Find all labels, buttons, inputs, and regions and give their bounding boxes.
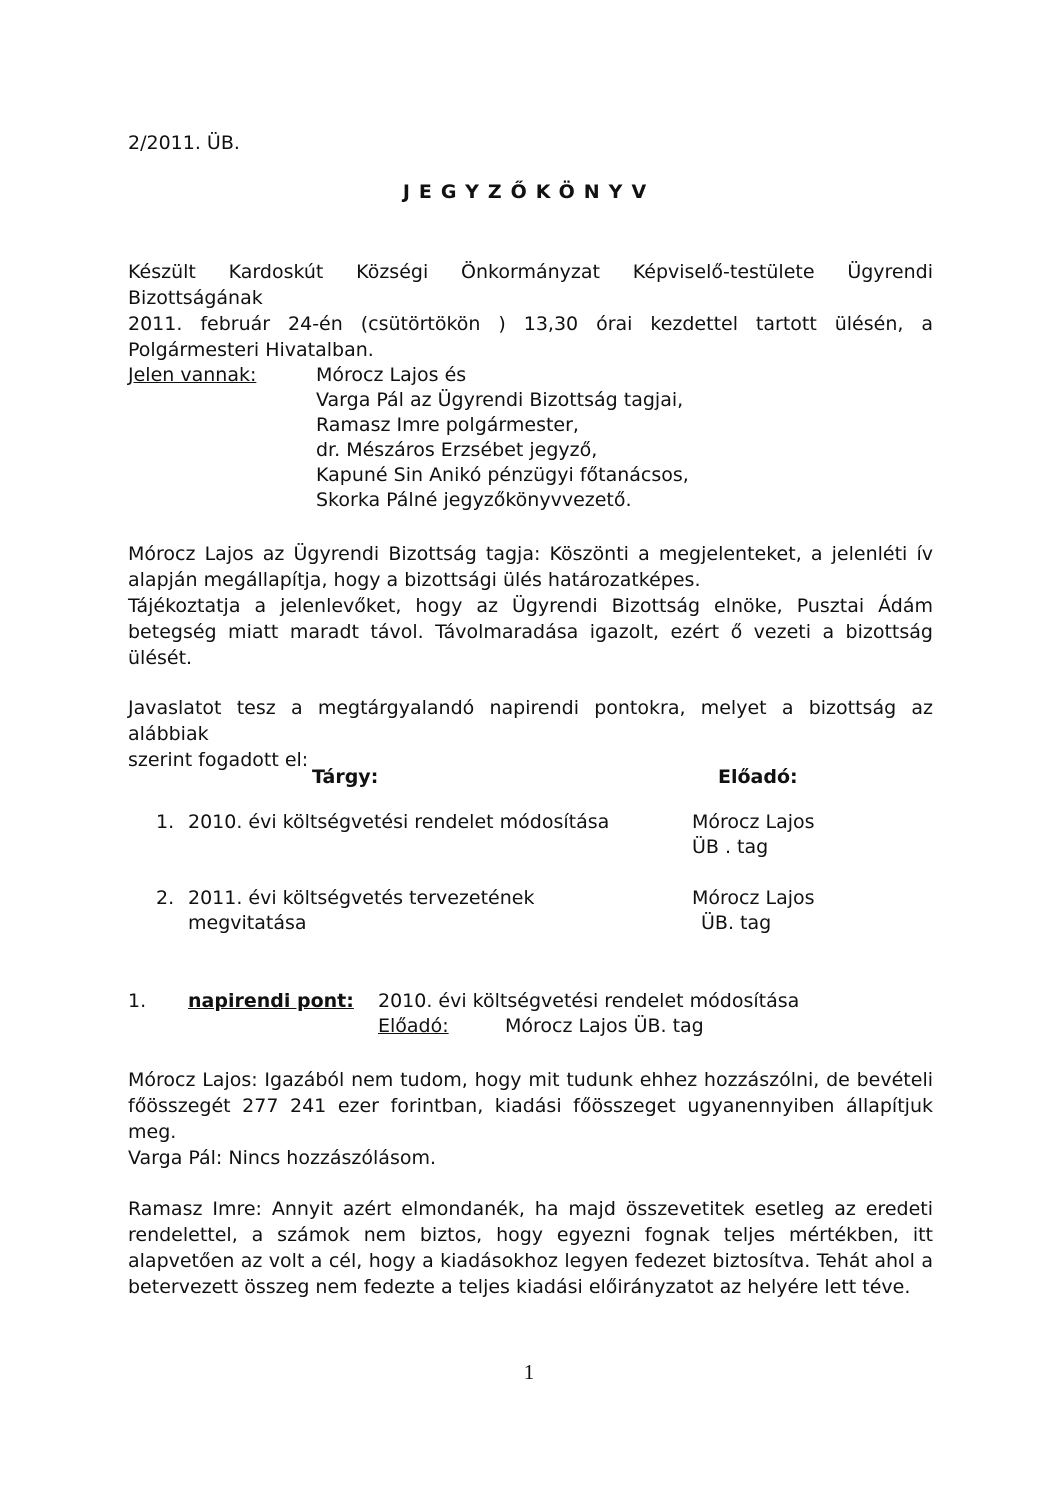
agenda-item-presenter: Mórocz Lajos: [692, 887, 815, 909]
agenda-item-number: 2.: [156, 887, 175, 909]
agenda-item-role: ÜB . tag: [692, 836, 769, 858]
document-number: 2/2011. ÜB.: [128, 132, 240, 154]
intro-line-3: Polgármesteri Hivatalban.: [128, 339, 374, 361]
attendee: Skorka Pálné jegyzőkönyvvezető.: [316, 489, 632, 511]
section-number: 1.: [128, 990, 147, 1012]
opening-line: Mórocz Lajos az Ügyrendi Bizottság tagja: Köszönti a megjelenteket, a jelenléti ív: [128, 543, 933, 565]
section-presenter: Mórocz Lajos ÜB. tag: [505, 1015, 704, 1037]
speech-line: alapvetően az volt a cél, hogy a kiadásokhoz legyen fedezet biztosítva. Tehát ahol a: [128, 1250, 933, 1272]
section-label: napirendi pont:: [188, 990, 354, 1012]
proposal-line: Javaslatot tesz a megtárgyalandó napirendi pontokra, melyet a bizottság az alábbiak: [128, 697, 933, 745]
speech-varga: [128, 1145, 933, 1171]
speech-morocz: [128, 1067, 933, 1145]
proposal-line: szerint fogadott el:: [128, 749, 309, 771]
intro-line-1: Készült Kardoskút Községi Önkormányzat Képviselő-testülete Ügyrendi Bizottságának: [128, 261, 933, 309]
speech-line: Ramasz Imre: Annyit azért elmondanék, ha majd összevetitek esetleg az eredeti: [128, 1198, 933, 1220]
agenda-item-subject-cont: megvitatása: [188, 912, 307, 934]
opening-paragraph: [128, 541, 933, 671]
attendee: dr. Mészáros Erzsébet jegyző,: [316, 439, 598, 461]
section-presenter-label: Előadó:: [378, 1015, 449, 1037]
intro-paragraph: [128, 259, 933, 363]
speech-line: betervezett összeg nem fedezte a teljes kiadási előirányzatot az helyére lett téve.: [128, 1276, 911, 1298]
page-number: 1: [523, 1360, 535, 1384]
agenda-item-subject: 2010. évi költségvetési rendelet módosítása: [188, 811, 610, 833]
speech-ramasz: [128, 1196, 933, 1300]
speech-line: Mórocz Lajos: Igazából nem tudom, hogy mit tudunk ehhez hozzászólni, de bevételi: [128, 1069, 933, 1091]
attendee: Kapuné Sin Anikó pénzügyi főtanácsos,: [316, 464, 689, 486]
agenda-subject-heading: Tárgy:: [312, 766, 379, 788]
attendee: Mórocz Lajos és: [316, 364, 467, 386]
opening-line: Tájékoztatja a jelenlevőket, hogy az Ügyrendi Bizottság elnöke, Pusztai Ádám: [128, 595, 933, 617]
speech-line: főösszegét 277 241 ezer forintban, kiadási főösszeget ugyanennyiben állapítjuk meg.: [128, 1095, 933, 1143]
agenda-item-subject: 2011. évi költségvetés tervezetének: [188, 887, 535, 909]
speech-line: Varga Pál: Nincs hozzászólásom.: [128, 1147, 437, 1169]
document-title: JEGYZŐKÖNYV: [402, 181, 656, 203]
attendee: Ramasz Imre polgármester,: [316, 414, 579, 436]
agenda-item-role: ÜB. tag: [701, 912, 772, 934]
opening-line: ülését.: [128, 647, 193, 669]
opening-line: betegség miatt maradt távol. Távolmaradása igazolt, ezért ő vezeti a bizottság: [128, 621, 933, 643]
opening-line: alapján megállapítja, hogy a bizottsági ülés határozatképes.: [128, 569, 701, 591]
agenda-item-number: 1.: [156, 811, 175, 833]
attendee: Varga Pál az Ügyrendi Bizottság tagjai,: [316, 389, 684, 411]
proposal-paragraph: [128, 695, 933, 773]
agenda-item-presenter: Mórocz Lajos: [692, 811, 815, 833]
attendees-label: Jelen vannak:: [128, 364, 257, 386]
agenda-presenter-heading: Előadó:: [718, 766, 798, 788]
intro-line-2: 2011. február 24-én (csütörtökön ) 13,30 órai kezdettel tartott ülésén, a: [128, 313, 933, 335]
section-subject: 2010. évi költségvetési rendelet módosítása: [378, 990, 800, 1012]
speech-line: rendelettel, a számok nem biztos, hogy egyezni fognak teljes mértékben, itt: [128, 1224, 933, 1246]
